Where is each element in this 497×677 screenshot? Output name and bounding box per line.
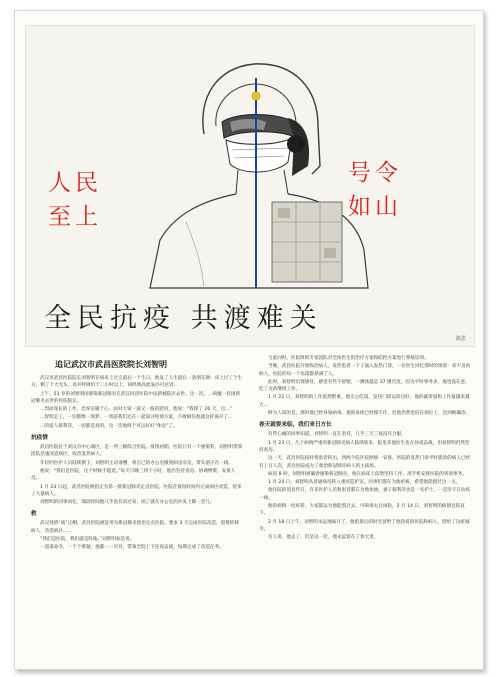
artist-signature: 陈思	[455, 336, 466, 342]
article-paragraph: 武昌医院位于武汉市中心城区，是一所三级综合医院。疫情初期，医院只有一个感染科，刘智明带领团队迅速改造病区，收治发热病人。	[31, 445, 243, 458]
article-paragraph: 1 月 22 日，刘智明的工作依然繁重，他无心吃饭，发热门诊运转良好，他的就诊量和工作量越来越大...	[259, 395, 470, 408]
article-paragraph: 武汉市武昌医院院长刘智明在病床上过完最后一个生日，他发了人生最后一条朋友圈：床上过了个生日，剩了个大光头，再开呼吸机十二小时以上，回经典高流氧办可达到...	[31, 376, 243, 389]
slogan-right-line-1: 号令	[348, 160, 402, 186]
right-sections	[259, 355, 471, 542]
slogan-right	[348, 156, 448, 224]
article-paragraph: 1 月 24 日，刘智明从普通病房转入重症监护室。同事们都在为他祈祷，希望他能挺过这一关。	[268, 480, 461, 486]
article-title: 追记武汉市武昌医院院长刘智明	[55, 359, 167, 369]
article-paragraph: 武汉疫情“战”正酣，武昌医院被征用为新冠肺炎救治定点医院。要求 3 天完成医院改造，需要转移病人，改造病区……	[31, 521, 239, 534]
article-paragraph: 1 月 23 日，几个病情严重的新冠肺炎病人陆续转来，院里其他医生也在昼夜奋战，但刘智明仍然坚持查房。	[259, 440, 470, 453]
article-paragraph: 此时，刘智明出现感冒，感觉有些不舒服，一测体温是 37 摄氏度。因为平时事务多，他也没在意，吃了点药继续工作。	[259, 379, 470, 393]
article-body	[31, 355, 475, 663]
article-paragraph: 有人说，他走了，但是这一次，他永远留在了春天里。	[268, 535, 379, 541]
section-heading: 救	[31, 511, 37, 518]
left-sections	[31, 375, 243, 552]
slogan-right-line-2: 如山	[348, 194, 402, 220]
slogan-left	[48, 166, 138, 234]
slogan-bottom: 全民抗疫 共渡难关	[44, 303, 323, 334]
article-right-column	[259, 355, 471, 543]
article-paragraph: 他说：“我们是医院，这个时候不能退。”每天只睡三四个小时，他仍坚持查房、协调物资、安排人员。	[31, 468, 236, 482]
hand-drawn-poster	[25, 25, 475, 347]
article-paragraph: 1 月 23 日起，武昌医院被指定为第一批新冠肺炎定点医院。医院在很短时间内完成病区改造，迎来了大量病人。	[31, 484, 242, 497]
article-paragraph: ...智明走了，一切都像一场梦，一周前我们还在一起探讨疫情方案，不敢相信他就这样离开了...	[40, 415, 233, 421]
article-paragraph: 他住院的消息传开，许多医护人员和患者都在为他加油。妻子蔡利萍也是一名护士，一直坚守在抗疫一线。	[259, 488, 471, 501]
article-paragraph: 有些心痛的同事知道，刘智明一直在坚持，几乎三天三夜没有合眼。	[268, 432, 406, 438]
article-paragraph: 他的病情一度好转，大家都以为他能熬过去。可病毒太过凶险，2 月 14 日，刘智明的病情急转直下。	[259, 504, 465, 517]
scanned-page	[14, 10, 484, 670]
article-paragraph: 刘智明的同事回忆，那段时间他几乎没有回过家，困了就在办公室的沙发上眯一会儿。	[40, 500, 215, 506]
section-heading: 抗疫情	[31, 435, 48, 442]
article-paragraph: 上午，51 岁的刘智明因感染新冠肺炎在武汉同济医院中法新城院区去世。这一次，...病魔一役国新冠肺炎去世的医院院长。	[31, 391, 241, 404]
article-left-column	[31, 355, 243, 553]
article-paragraph: “我们是医院，我们就是阵地。”刘智明如是说。	[40, 537, 135, 543]
section-heading: 春天就要来临，我们来日方长	[259, 422, 332, 429]
article-paragraph: 当晚，武昌医院开始收治病人。发热患者一下子涌入发热门诊，一位医生回忆那时的场景：来不及看病人，医院的每一个角落都挤满了人。	[259, 364, 471, 377]
article-paragraph: 年轻的医护人员陆续倒下，刘智明主动请缨，将自己的办公室搬到病房旁边，带头值守在一线。	[40, 460, 233, 466]
article-paragraph: 病房 8 时，刘智明被确诊感染新冠肺炎，他在病床上依然坚持工作，用手机安排医院的各项事务。	[268, 471, 467, 477]
article-paragraph: 2 月 18 日上午，刘智明永远地离开了。他把最后的时光留给了他热爱的医院和病人，留给了这座城市。	[259, 519, 470, 532]
article-paragraph: 这一天，武昌医院按时将患者转出，西两个院区按照统一安排，医院的发热门诊平时就诊的病人已经有上百人次，武昌医院成为了收治新冠肺炎病人的主战场。	[259, 456, 471, 469]
slogan-left-line-2: 至上	[48, 204, 102, 230]
article-paragraph: ...的爱人蔡利萍，一切都是真的，这一次他终于可以好好“休息”了。	[40, 423, 178, 429]
article-paragraph: 与此同时，医院组织专家团队对全体医生的治疗方案和防控方案进行系统培训。	[268, 356, 429, 361]
article-paragraph: 一道道命令，一个个难题，他都一一应对，带领全院上下连夜奋战，按期完成了改造任务。	[40, 545, 224, 551]
article-paragraph: ...烈而漫长的工作，忠厚实履于心，面对大家一波又一波的慰问，他说：“我撑了 20 天，这...”	[40, 407, 233, 413]
article-paragraph: 鲜为人知的是，那时他已经身染病毒，他的身体已经撑不住，但他仍然坚持在岗位上，直到被确诊。	[268, 411, 471, 417]
slogan-left-line-1: 人民	[48, 170, 102, 196]
